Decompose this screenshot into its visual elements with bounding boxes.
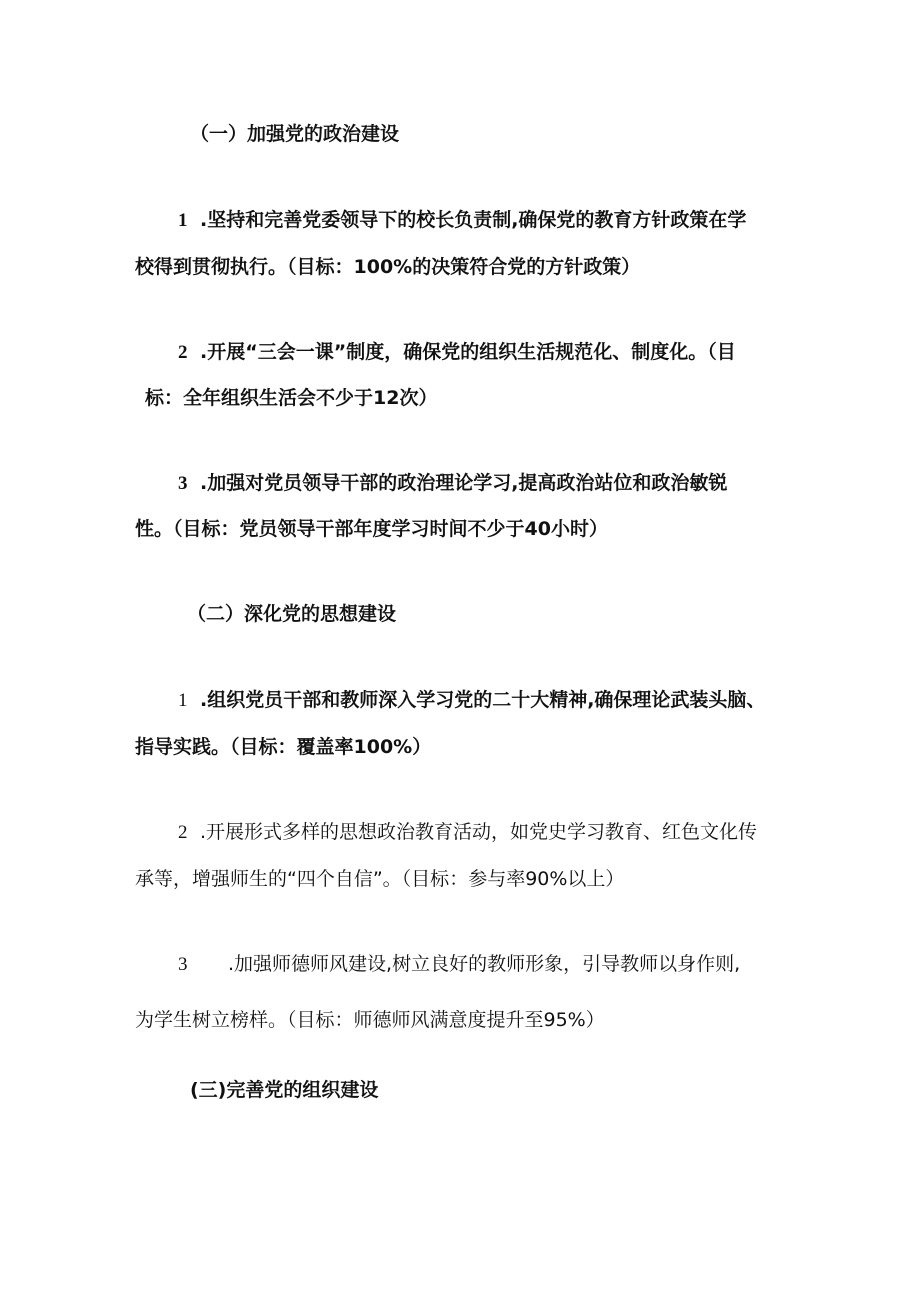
item-2-3-line-1 [178,951,740,978]
item-1-3-line-1 [178,470,727,497]
item-2-2-line-2: 承等，增强师生的“四个自信”。（目标：参与率90%以上） [135,868,625,890]
item-1-1-line-1 [178,207,746,234]
item-2-3-line-2: 为学生树立榜样。（目标：师德师风满意度提升至95%） [135,1009,605,1031]
item-2-1-line-2: 指导实践。（目标：覆盖率100%） [135,736,432,758]
item-number: 1 [178,690,188,711]
section-heading-3: (三)完善党的组织建设 [190,1079,379,1101]
item-text: .开展形式多样的思想政治教育活动，如党史学习教育、红色文化传 [200,821,758,843]
section-heading-2: （二）深化党的思想建设 [187,603,397,625]
item-1-1-line-2: 校得到贯彻执行。（目标：100%的决策符合党的方针政策） [135,256,641,278]
item-text: .开展“三会一课”制度，确保党的组织生活规范化、制度化。（目 [200,341,736,363]
item-number: 3 [178,954,188,975]
item-1-2-line-1 [178,339,736,366]
section-heading-1: （一）加强党的政治建设 [190,123,400,145]
item-number: 3 [178,473,188,494]
item-text: .加强师德师风建设,树立良好的教师形象，引导教师以身作则, [228,953,741,975]
item-text: .组织党员干部和教师深入学习党的二十大精神,确保理论武装头脑、 [200,689,766,711]
item-2-1-line-1 [178,687,765,714]
item-text: .坚持和完善党委领导下的校长负责制,确保党的教育方针政策在学 [200,209,747,231]
item-1-3-line-2: 性。（目标：党员领导干部年度学习时间不少于40小时） [135,518,608,540]
item-number: 2 [178,342,188,363]
item-text: .加强对党员领导干部的政治理论学习,提高政治站位和政治敏锐 [200,472,728,494]
item-1-2-line-2: 标：全年组织生活会不少于12次） [145,387,438,409]
item-number: 1 [178,210,188,231]
item-number: 2 [178,822,188,843]
item-2-2-line-1 [178,819,757,846]
